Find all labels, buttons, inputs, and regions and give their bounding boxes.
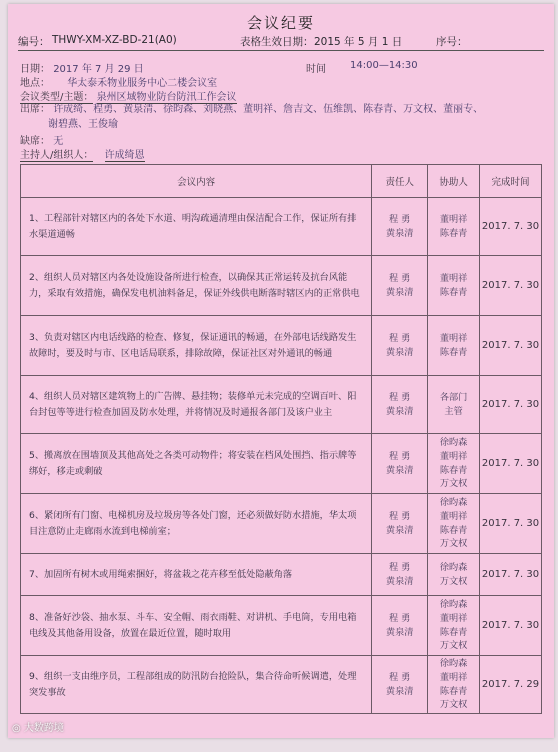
absent-row — [20, 132, 542, 147]
host-value: 许成绮恩 — [104, 150, 145, 161]
watermark-text: 大数跨境 — [23, 723, 64, 734]
topic-label: 会议类型/主题： — [20, 92, 94, 103]
attendees-line-2: 谢碧燕、王俊瑜 — [48, 119, 118, 130]
item-content: 7、加固所有树木或用绳索捆好，将盆栽之花卉移至低处隐蔽角落 — [21, 554, 372, 596]
item-assist: 徐昀森 董明祥 陈春青 万文权 — [428, 494, 480, 554]
item-owner: 程 勇 黄泉清 — [372, 316, 428, 376]
table-header-row — [21, 165, 542, 198]
item-owner: 程 勇 黄泉清 — [372, 376, 428, 434]
date-label: 日期： — [20, 64, 50, 75]
host-row — [20, 146, 542, 161]
item-assist: 徐昀森 董明祥 陈春青 万文权 — [428, 596, 480, 656]
document-page — [8, 4, 554, 738]
item-owner: 程 勇 黄泉清 — [372, 494, 428, 554]
item-date: 2017. 7. 30 — [480, 198, 542, 256]
document-number: THWY-XM-XZ-BD-21(A0) — [52, 34, 177, 46]
col-header-assist: 协助人 — [428, 165, 480, 198]
number-label: 编号： — [18, 36, 50, 48]
table-row — [21, 256, 542, 316]
item-owner: 程 勇 黄泉清 — [372, 198, 428, 256]
table-row — [21, 316, 542, 376]
host-label: 主持人/组织人： — [20, 150, 94, 161]
serial-label: 序号： — [436, 36, 468, 48]
absent-value: 无 — [53, 136, 64, 147]
col-header-date: 完成时间 — [480, 165, 542, 198]
document-header — [18, 34, 544, 51]
item-content: 8、准备好沙袋、抽水泵、斗车、安全帽、雨衣雨鞋、对讲机、手电筒，专用电箱电线及其他备用设备，放置在最近位置，随时取用 — [21, 596, 372, 656]
place-label: 地点： — [20, 78, 50, 89]
item-date: 2017. 7. 30 — [480, 596, 542, 656]
item-date: 2017. 7. 30 — [480, 316, 542, 376]
item-date: 2017. 7. 30 — [480, 376, 542, 434]
item-date: 2017. 7. 29 — [480, 656, 542, 714]
item-owner: 程 勇 黄泉清 — [372, 554, 428, 596]
document-title: 会议纪要 — [246, 14, 315, 32]
table-row — [21, 554, 542, 596]
table-row — [21, 434, 542, 494]
attendees-row — [20, 102, 542, 132]
meeting-time: 14:00—14:30 — [350, 60, 418, 71]
meeting-place: 华太泰禾物业服务中心二楼会议室 — [67, 78, 218, 89]
table-row — [21, 656, 542, 714]
item-assist: 董明祥 陈春青 — [428, 316, 480, 376]
table-row — [21, 596, 542, 656]
item-content: 5、搬离放在围墙顶及其他高处之各类可动物件；将安装在档风处围挡、指示牌等绑好，移走或剩破 — [21, 434, 372, 494]
item-owner: 程 勇 黄泉清 — [372, 656, 428, 714]
attendees-line-1: 许成绮、程勇、黄泉清、徐昀森、刘晓燕、董明祥、詹吉文、伍维凯、陈春青、万文权、董丽专、 — [53, 104, 484, 115]
item-content: 2、组织人员对辖区内各处设施设备所进行检查，以确保其正常运转及抗台风能力，采取有效措施，确保发电机油料备足，保证外线供电断落时辖区内的正常供电 — [21, 256, 372, 316]
item-assist: 徐昀森 万文权 — [428, 554, 480, 596]
item-owner: 程 勇 黄泉清 — [372, 596, 428, 656]
item-assist: 董明祥 陈春青 — [428, 256, 480, 316]
col-header-owner: 责任人 — [372, 165, 428, 198]
item-date: 2017. 7. 30 — [480, 434, 542, 494]
item-owner: 程 勇 黄泉清 — [372, 256, 428, 316]
col-header-content: 会议内容 — [21, 165, 372, 198]
item-date: 2017. 7. 30 — [480, 554, 542, 596]
effective-date: 2015 年 5 月 1 日 — [314, 36, 403, 48]
table-row — [21, 198, 542, 256]
meeting-place-row — [20, 74, 542, 89]
watermark-icon: ◎ — [12, 723, 21, 734]
effective-label: 表格生效日期： — [240, 36, 314, 48]
item-content: 9、组织一支由维序员，工程部组成的防汛防台抢险队，集合待命听候调遣，处理突发事故 — [21, 656, 372, 714]
meeting-topic-row — [20, 88, 542, 103]
absent-label: 缺席： — [20, 136, 50, 147]
item-assist: 徐昀森 董明祥 陈春青 万文权 — [428, 434, 480, 494]
table-row — [21, 376, 542, 434]
watermark — [12, 719, 64, 734]
meeting-date-row — [20, 60, 542, 75]
meeting-items-table — [20, 164, 542, 714]
attendees-label: 出席： — [20, 104, 50, 115]
item-content: 4、组织人员对辖区建筑物上的广告牌、悬挂物；装修单元未完成的空调百叶、阳台封包等等进行检查加固及防水处理，并将情况及时通报各部门及该户业主 — [21, 376, 372, 434]
item-date: 2017. 7. 30 — [480, 256, 542, 316]
item-assist: 徐昀森 董明祥 陈春青 万文权 — [428, 656, 480, 714]
meeting-date: 2017 年 7 月 29 日 — [53, 64, 144, 75]
item-content: 3、负责对辖区内电话线路的检查、修复，保证通讯的畅通，在外部电话线路发生故障时，要及时与市、区电话局联系，排除故障，保证社区对外通讯的畅通 — [21, 316, 372, 376]
table-row — [21, 494, 542, 554]
time-label: 时间 — [306, 64, 326, 75]
item-owner: 程 勇 黄泉清 — [372, 434, 428, 494]
item-assist: 各部门 主管 — [428, 376, 480, 434]
item-content: 6、紧闭所有门窗、电梯机房及垃圾房等各处门窗，还必须做好防水措施，华太项目注意防止走廊雨水流到电梯前室； — [21, 494, 372, 554]
item-date: 2017. 7. 30 — [480, 494, 542, 554]
item-content: 1、工程部针对辖区内的各处下水道、明沟疏通清理由保洁配合工作，保证所有排水渠道通畅 — [21, 198, 372, 256]
item-assist: 董明祥 陈春青 — [428, 198, 480, 256]
meeting-topic: 泉州区域物业防台防汛工作会议 — [96, 92, 237, 103]
